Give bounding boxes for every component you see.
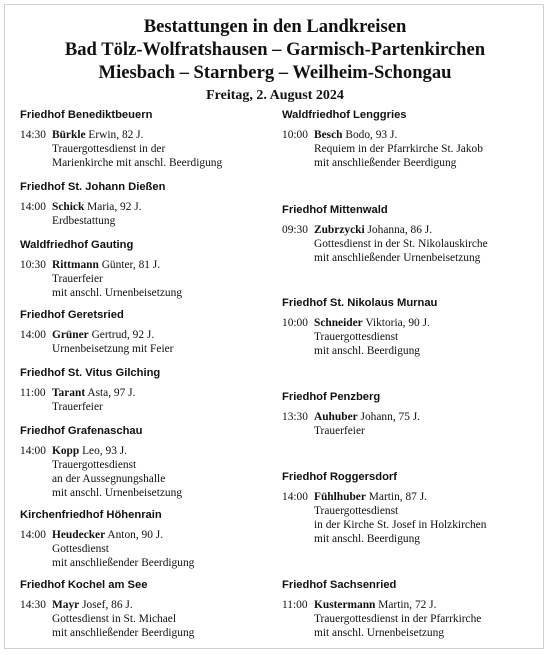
- cemetery-section: [20, 180, 270, 228]
- cemetery-section: [20, 108, 270, 170]
- person-info: Johanna, 86 J.: [367, 224, 433, 236]
- detail-line: mit anschl. Beerdigung: [314, 533, 420, 545]
- person-info: Martin, 72 J.: [378, 599, 437, 611]
- cemetery-name: Waldfriedhof Lenggries: [282, 109, 407, 121]
- cemetery-name: Friedhof Mittenwald: [282, 204, 388, 216]
- surname: Fühlhuber: [314, 491, 366, 503]
- surname: Schick: [52, 201, 85, 213]
- surname: Besch: [314, 129, 343, 141]
- cemetery-section: [282, 203, 540, 265]
- burial-entry: [20, 386, 270, 414]
- cemetery-section: [282, 108, 540, 170]
- date: Freitag, 2. August 2024: [206, 88, 344, 103]
- cemetery-name: Kirchenfriedhof Höhenrain: [20, 509, 162, 521]
- detail-line: Requiem in der Pfarrkirche St. Jakob: [314, 143, 483, 155]
- detail-line: mit anschließender Beerdigung: [52, 627, 195, 639]
- cemetery-section: [20, 424, 270, 500]
- detail-line: Trauergottesdienst: [314, 505, 399, 517]
- surname: Mayr: [52, 599, 80, 611]
- burial-entry: [282, 316, 540, 358]
- burial-entry: [20, 598, 270, 640]
- detail-line: Gottesdienst: [52, 543, 109, 555]
- time: 11:00: [20, 387, 46, 399]
- surname: Kopp: [52, 445, 80, 457]
- cemetery-name: Friedhof Sachsenried: [282, 579, 397, 591]
- time: 14:30: [20, 599, 46, 611]
- cemetery-name: Friedhof Grafenaschau: [20, 425, 143, 437]
- person-info: Viktoria, 90 J.: [365, 317, 430, 329]
- surname: Zubrzycki: [314, 224, 365, 236]
- detail-line: Urnenbeisetzung mit Feier: [52, 343, 174, 355]
- person-info: Günter, 81 J.: [101, 259, 161, 271]
- time: 10:00: [282, 129, 308, 141]
- surname: Grüner: [52, 329, 89, 341]
- burial-entry: [20, 528, 270, 570]
- detail-line: mit anschl. Urnenbeisetzung: [52, 287, 183, 299]
- time: 11:00: [282, 599, 308, 611]
- time: 09:30: [282, 224, 308, 236]
- burial-entry: [282, 490, 540, 546]
- cemetery-name: Friedhof Kochel am See: [20, 579, 148, 591]
- detail-line: Trauerfeier: [52, 273, 103, 285]
- person-info: Asta, 97 J.: [87, 387, 136, 399]
- detail-line: Gottesdienst in der St. Nikolauskirche: [314, 238, 488, 250]
- time: 14:00: [20, 201, 46, 213]
- surname: Heudecker: [52, 529, 106, 541]
- title-line-1: Bestattungen in den Landkreisen: [143, 16, 407, 37]
- cemetery-name: Friedhof Penzberg: [282, 391, 381, 403]
- person-info: Johann, 75 J.: [360, 411, 421, 423]
- surname: Rittmann: [52, 259, 99, 271]
- person-info: Leo, 93 J.: [82, 445, 128, 457]
- time: 14:00: [20, 529, 46, 541]
- detail-line: Trauergottesdienst: [52, 459, 137, 471]
- cemetery-name: Friedhof St. Johann Dießen: [20, 181, 166, 193]
- burial-entry: [282, 223, 540, 265]
- cemetery-section: [20, 578, 270, 640]
- detail-line: Trauergottesdienst: [314, 331, 399, 343]
- time: 14:00: [20, 329, 46, 341]
- surname: Bürkle: [52, 129, 86, 141]
- person-info: Gertrud, 92 J.: [91, 329, 155, 341]
- time: 14:00: [20, 445, 46, 457]
- title-line-3: Miesbach – Starnberg – Weilheim-Schongau: [98, 62, 452, 83]
- header: [0, 15, 550, 104]
- detail-line: Gottesdienst in St. Michael: [52, 613, 177, 625]
- detail-line: Trauerfeier: [52, 401, 103, 413]
- detail-line: Trauerfeier: [314, 425, 365, 437]
- detail-line: mit anschließender Urnenbeisetzung: [314, 252, 481, 264]
- time: 14:00: [282, 491, 308, 503]
- cemetery-name: Friedhof Geretsried: [20, 309, 124, 321]
- person-info: Martin, 87 J.: [368, 491, 427, 503]
- surname: Schneider: [314, 317, 363, 329]
- cemetery-section: [20, 308, 270, 356]
- person-info: Anton, 90 J.: [107, 529, 164, 541]
- detail-line: mit anschl. Urnenbeisetzung: [52, 487, 183, 499]
- burial-entry: [20, 258, 270, 300]
- cemetery-section: [282, 390, 540, 438]
- cemetery-section: [282, 296, 540, 358]
- detail-line: mit anschl. Urnenbeisetzung: [314, 627, 445, 639]
- time: 13:30: [282, 411, 308, 423]
- surname: Auhuber: [314, 411, 358, 423]
- detail-line: Marienkirche mit anschl. Beerdigung: [52, 157, 223, 169]
- burial-entry: [282, 410, 540, 438]
- cemetery-name: Friedhof Roggersdorf: [282, 471, 397, 483]
- detail-line: mit anschl. Beerdigung: [314, 345, 420, 357]
- detail-line: Trauergottesdienst in der: [52, 143, 166, 155]
- burial-entry: [282, 128, 540, 170]
- time: 10:30: [20, 259, 46, 271]
- detail-line: Erdbestattung: [52, 215, 116, 227]
- time: 14:30: [20, 129, 46, 141]
- person-info: Bodo, 93 J.: [345, 129, 398, 141]
- cemetery-section: [20, 508, 270, 570]
- cemetery-section: [20, 238, 270, 300]
- title-line-2: Bad Tölz-Wolfratshausen – Garmisch-Partenkirchen: [64, 39, 486, 60]
- detail-line: an der Aussegnungshalle: [52, 473, 166, 485]
- person-info: Josef, 86 J.: [82, 599, 133, 611]
- detail-line: mit anschließender Beerdigung: [52, 557, 195, 569]
- burial-entry: [20, 200, 270, 228]
- burial-entry: [20, 328, 270, 356]
- surname: Tarant: [52, 387, 86, 399]
- detail-line: mit anschließender Beerdigung: [314, 157, 457, 169]
- cemetery-name: Waldfriedhof Gauting: [20, 239, 134, 251]
- burial-entry: [20, 128, 270, 170]
- detail-line: in der Kirche St. Josef in Holzkirchen: [314, 519, 487, 531]
- cemetery-section: [20, 366, 270, 414]
- surname: Kustermann: [314, 599, 376, 611]
- time: 10:00: [282, 317, 308, 329]
- detail-line: Trauergottesdienst in der Pfarrkirche: [314, 613, 482, 625]
- cemetery-name: Friedhof Benediktbeuern: [20, 109, 153, 121]
- cemetery-section: [282, 470, 540, 546]
- person-info: Erwin, 82 J.: [88, 129, 144, 141]
- cemetery-section: [282, 578, 540, 640]
- burial-entry: [20, 444, 270, 500]
- person-info: Maria, 92 J.: [87, 201, 142, 213]
- cemetery-name: Friedhof St. Vitus Gilching: [20, 367, 161, 379]
- cemetery-name: Friedhof St. Nikolaus Murnau: [282, 297, 438, 309]
- burial-entry: [282, 598, 540, 640]
